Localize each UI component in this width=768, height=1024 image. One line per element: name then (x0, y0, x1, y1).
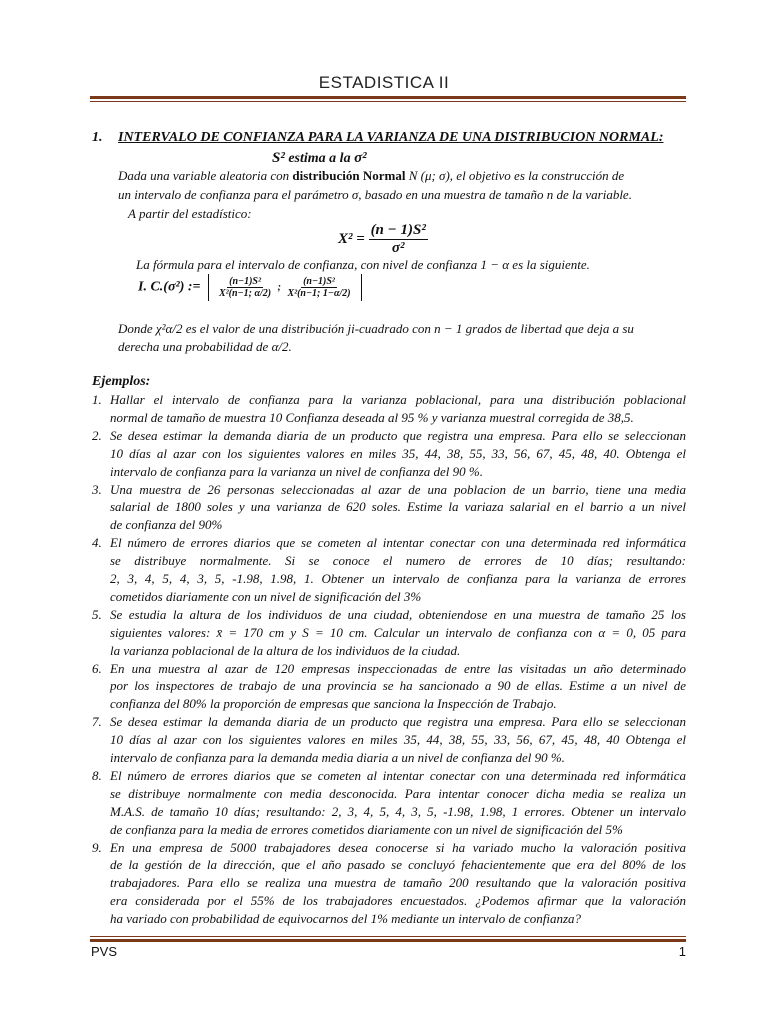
example-number: 3. (92, 481, 102, 497)
ic-fraction-2-den: X²(n−1; 1−α/2) (287, 288, 351, 299)
example-number: 1. (92, 392, 102, 407)
intro-line-2: un intervalo de confianza para el parámetro σ, basado en una muestra de tamaño n de la variable. (118, 187, 632, 202)
example-line: cometidos diariamente con un nivel de significación del 3% (110, 588, 422, 604)
example-line: la varianza poblacional de la altura de los individuos de la ciudad. (110, 642, 461, 658)
intro-line-1-a: Dada una variable aleatoria con (118, 168, 293, 183)
example-line: El número de errores diarios que se cometen al intentar conectar con una determinada red informática (110, 535, 686, 551)
page-header-title: ESTADISTICA II (318, 73, 450, 92)
example-line: intervalo de confianza para la varianza un nivel de confianza del 90 %. (110, 463, 483, 479)
example-line: Se desea estimar la demanda diaria de un producto que registra una empresa. Para ello se seleccionan (110, 714, 686, 730)
ic-fraction-1 (219, 276, 271, 299)
confidence-interval-formula (138, 274, 362, 301)
example-line: trabajadores. Para ello se realiza una muestra de tamaño 200 resultando que la valoración positiva (110, 875, 686, 891)
example-line: En una empresa de 5000 trabajadores desea conocerse si ha variado mucho la valoración positiva (110, 839, 686, 855)
example-line: El número de errores diarios que se cometen al intentar conectar con una determinada red informática (110, 767, 686, 783)
example-line: intervalo de confianza para la demanda media diaria a un nivel de confianza del 90 %. (110, 750, 565, 765)
ic-description: La fórmula para el intervalo de confianza, con nivel de confianza 1 − α es la siguiente. (136, 257, 590, 272)
example-number: 8. (92, 767, 102, 783)
formula-fraction (369, 222, 428, 257)
section-subtitle (272, 150, 367, 167)
formula-denominator: σ² (391, 240, 405, 256)
subtitle-text: estima a la (284, 151, 355, 166)
example-line: normal de tamaño de muestra 10 Confianza deseada al 95 % y varianza muestral corregida de 38,5. (110, 409, 634, 425)
header-rule-thin (90, 101, 686, 102)
footer-rule-thick (90, 939, 686, 942)
example-line: de confianza del 90% (110, 517, 223, 533)
section-number: 1. (92, 130, 103, 145)
example-line: se distribuye normalmente. Si se conoce el numero de errores de 10 días; resultando: (110, 553, 686, 569)
footer-page-number: 1 (678, 944, 686, 959)
example-number: 5. (92, 606, 102, 622)
example-line: siguientes valores: x̄ = 170 cm y S = 10 cm. Calcular un intervalo de confianza con α = 0, 05 para (110, 624, 686, 640)
example-line: Se estudia la altura de los individuos de una ciudad, obteniendose en una muestra de tamaño 25 los (110, 606, 686, 622)
example-line: de confianza para la media de errores cometidos diariamente con un nivel de significación del 5% (110, 821, 623, 837)
ic-fraction-2 (287, 276, 350, 299)
header-rule-thick (90, 96, 686, 99)
subtitle-s2: S² (272, 150, 285, 166)
footer-author: PVS (91, 944, 118, 959)
example-line: M.A.S. de tamaño 10 días; resultando: 2, 3, 4, 5, 4, 3, 5, -1.98, 1.98, 1 errores. Obtener un intervalo (110, 803, 686, 819)
example-line: confianza del 80% la proporción de empresas que sanciona la Inspección de Trabajo. (110, 696, 557, 712)
section-title: INTERVALO DE CONFIANZA PARA LA VARIANZA DE UNA DISTRIBUCION NORMAL: (118, 130, 664, 145)
examples-heading: Ejemplos: (92, 374, 151, 389)
example-line: era considerada por el 55% de los trabajadores encuestados. ¿Podemos afirmar que la valoración (110, 893, 686, 909)
ic-fraction-1-num: (n−1)S² (229, 276, 261, 287)
intro-line-1 (118, 168, 624, 184)
example-number: 9. (92, 839, 102, 855)
example-number: 6. (92, 660, 102, 676)
intro-line-1-c: N (μ; σ), el objetivo es la construcción de (405, 168, 625, 183)
ic-separator: ; (277, 281, 281, 293)
example-line: Hallar el intervalo de confianza para la varianza poblacional, para una distribución poblacional (110, 392, 686, 407)
example-line: ha variado con probabilidad de equivocarnos del 1% mediante un intervalo de confianza? (110, 911, 582, 927)
example-line: Se desea estimar la demanda diaria de un producto que registra una empresa. Para ello se seleccionan (110, 427, 686, 443)
example-line: por los inspectores de trabajo de una provincia se ha sancionado a 90 de ellas. Estime a un nivel de (110, 678, 686, 694)
footer-rule-thin (90, 936, 686, 937)
donde-line-2: derecha una probabilidad de α/2. (118, 339, 292, 354)
intro-line-1-bold: distribución Normal (292, 168, 406, 183)
example-line: salarial de 1800 soles y una varianza de 620 soles. Estime la variaza salarial en el barrio a un nivel (110, 499, 686, 515)
example-number: 2. (92, 427, 102, 443)
ic-fraction-1-den: X²(n−1; α/2) (219, 288, 272, 299)
example-line: En una muestra al azar de 120 empresas inspeccionadas de entre las visitadas un año determinado (110, 660, 686, 676)
example-line: de la gestión de la dirección, que el año pasado se concluyó fehacientemente que era del 80% de los (110, 857, 686, 873)
example-line: 2, 3, 4, 5, 4, 3, 5, -1.98, 1.98, 1. Obtener un intervalo de confianza para la varianza de errores (110, 571, 686, 586)
intro-line-3: A partir del estadístico: (128, 206, 252, 221)
example-line: se distribuye normalmente con media desconocida. Para intentar conocer dicha media se realiza un (110, 785, 686, 801)
subtitle-sigma2: σ² (354, 150, 367, 166)
example-line: Una muestra de 26 personas seleccionadas al azar de una poblacion de un barrio, tiene una media (110, 481, 686, 497)
ic-fraction-2-num: (n−1)S² (303, 276, 335, 287)
ic-lhs: I. C.(σ²) := (138, 279, 201, 295)
formula-numerator: (n − 1)S² (370, 222, 426, 238)
chi-square-formula (338, 222, 428, 257)
example-number: 7. (92, 714, 102, 730)
ic-bracket (208, 274, 362, 301)
example-number: 4. (92, 535, 102, 551)
example-line: 10 días al azar con los siguientes valores en miles 35, 44, 38, 55, 33, 56, 67, 45, 48, 40 Obtenga el (110, 732, 686, 748)
example-line: 10 días al azar con los siguientes valores en miles 35, 44, 38, 55, 33, 56, 67, 45, 48, 40. Obtenga el (110, 445, 686, 461)
formula-lhs: X² = (338, 230, 365, 247)
donde-line-1: Donde χ²α/2 es el valor de una distribución ji-cuadrado con n − 1 grados de libertad que deja a su (118, 321, 634, 336)
